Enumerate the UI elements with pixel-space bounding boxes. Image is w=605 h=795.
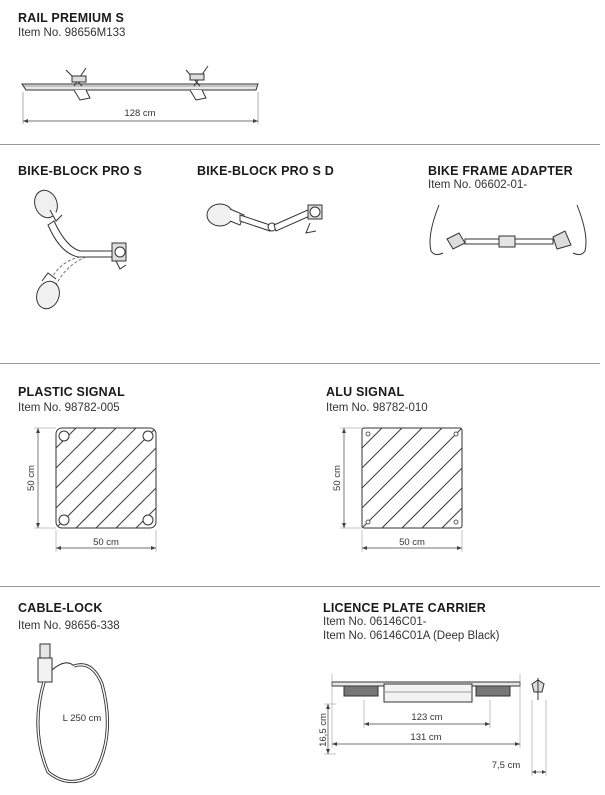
bike-block-sd-drawing [200, 195, 340, 255]
licence-plate-depth-label: 7,5 cm [491, 760, 521, 771]
alu-signal-width-label: 50 cm [399, 537, 425, 548]
alu-signal-height-label: 50 cm [332, 465, 343, 491]
bike-block-sd-title: BIKE-BLOCK PRO S D [197, 164, 334, 178]
licence-plate-item-number-2: Item No. 06146C01A (Deep Black) [323, 630, 500, 642]
rail-drawing [0, 0, 605, 130]
alu-signal-item-number: Item No. 98782-010 [326, 402, 428, 414]
alu-signal-title: ALU SIGNAL [326, 385, 405, 399]
licence-plate-inner-width-label: 123 cm [411, 712, 443, 723]
bike-block-s-drawing [20, 185, 160, 325]
plastic-signal-item-number: Item No. 98782-005 [18, 402, 120, 414]
licence-plate-drawing [320, 670, 560, 790]
plastic-signal-width-label: 50 cm [93, 537, 119, 548]
licence-plate-item-number-1: Item No. 06146C01- [323, 616, 427, 628]
licence-plate-outer-width-label: 131 cm [410, 732, 442, 743]
divider-3 [0, 586, 600, 587]
frame-adapter-drawing [425, 195, 595, 265]
bike-block-s-title: BIKE-BLOCK PRO S [18, 164, 143, 178]
rail-length-label: 128 cm [124, 108, 156, 119]
plastic-signal-drawing [20, 420, 190, 560]
frame-adapter-item-number: Item No. 06602-01- [428, 179, 528, 191]
cable-lock-drawing [30, 640, 140, 790]
plastic-signal-title: PLASTIC SIGNAL [18, 385, 125, 399]
licence-plate-title: LICENCE PLATE CARRIER [323, 601, 487, 615]
cable-lock-item-number: Item No. 98656-338 [18, 620, 120, 632]
cable-lock-length-label: L 250 cm [62, 713, 102, 724]
licence-plate-height-label: 16,5 cm [318, 713, 329, 747]
frame-adapter-title: BIKE FRAME ADAPTER [428, 164, 573, 178]
divider-1 [0, 144, 600, 145]
alu-signal-drawing [326, 420, 496, 560]
rail-title: RAIL PREMIUM S [18, 11, 125, 25]
cable-lock-title: CABLE-LOCK [18, 601, 103, 615]
divider-2 [0, 363, 600, 364]
rail-item-number: Item No. 98656M133 [18, 27, 126, 39]
plastic-signal-height-label: 50 cm [26, 465, 37, 491]
